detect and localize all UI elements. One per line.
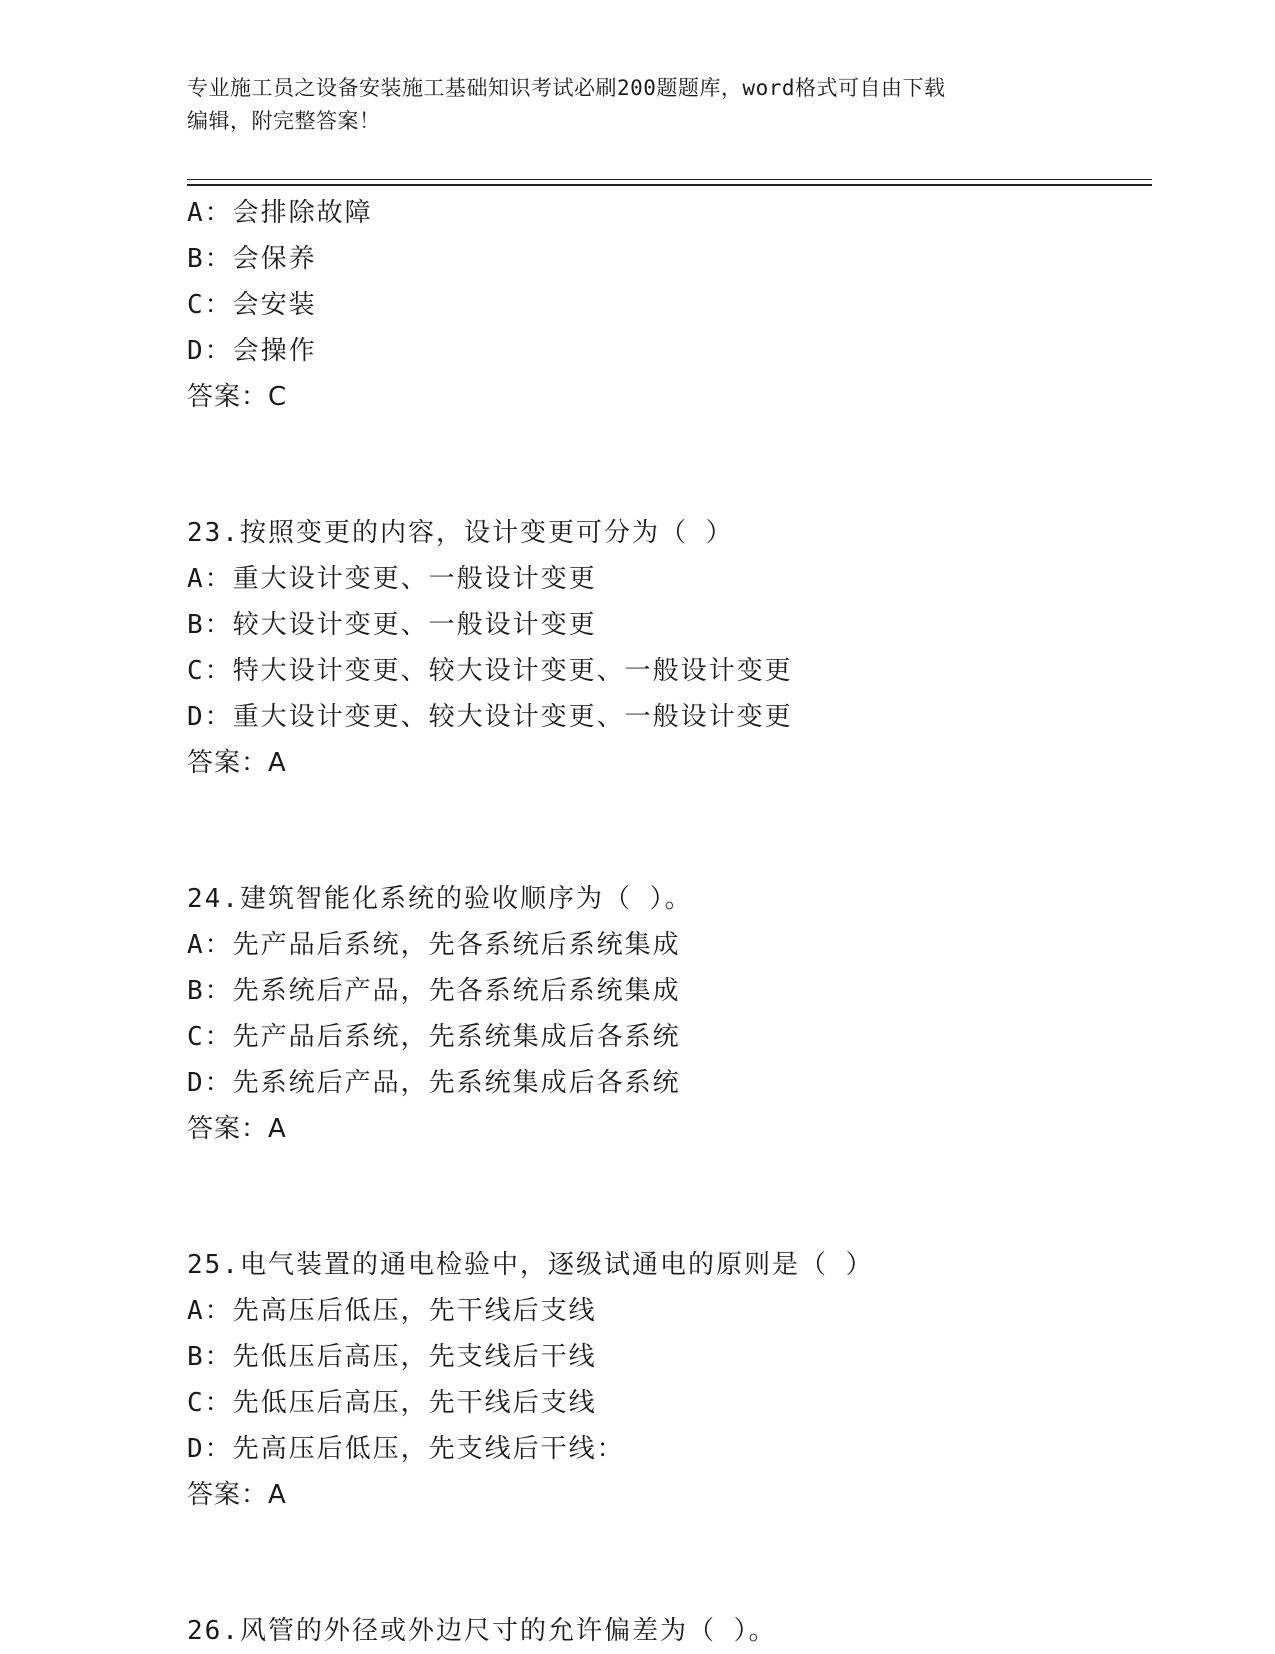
question-block-24 (187, 876, 1147, 1152)
spacer (187, 1152, 1147, 1242)
question-text: 26.风管的外径或外边尺寸的允许偏差为（ ）。 (187, 1616, 777, 1646)
question-block-25 (187, 1242, 1147, 1518)
option-a: A：会排除故障 (187, 198, 373, 228)
option-d: D：会操作 (187, 336, 317, 366)
answer-text: 答案：C (187, 382, 288, 412)
question-text: 24.建筑智能化系统的验收顺序为（ ）。 (187, 884, 693, 914)
question-block-26 (187, 1608, 1147, 1654)
option-d: D：先系统后产品，先系统集成后各系统 (187, 1068, 681, 1098)
question-block-23 (187, 510, 1147, 786)
spacer (187, 1518, 1147, 1608)
option-a: A：先产品后系统，先各系统后系统集成 (187, 930, 681, 960)
header-divider-thin (187, 179, 1152, 180)
document-header (187, 72, 1067, 138)
option-d: D：先高压后低压，先支线后干线： (187, 1434, 625, 1464)
option-b: B：先系统后产品，先各系统后系统集成 (187, 976, 681, 1006)
answer-text: 答案：A (187, 1480, 287, 1510)
option-b: B：较大设计变更、一般设计变更 (187, 610, 597, 640)
answer-text: 答案：A (187, 748, 287, 778)
spacer (187, 420, 1147, 510)
question-block-22 (187, 190, 1147, 420)
header-title-line1: 专业施工员之设备安装施工基础知识考试必刷200题题库，word格式可自由下载 (187, 76, 946, 100)
option-c: C：特大设计变更、较大设计变更、一般设计变更 (187, 656, 793, 686)
header-title-line2: 编辑，附完整答案！ (187, 109, 381, 133)
option-c: C：先低压后高压，先干线后支线 (187, 1388, 597, 1418)
header-divider-thick (187, 184, 1152, 186)
question-list (187, 190, 1147, 1654)
option-a: A：重大设计变更、一般设计变更 (187, 564, 597, 594)
spacer (187, 786, 1147, 876)
option-a: A：先高压后低压，先干线后支线 (187, 1296, 597, 1326)
question-text: 25.电气装置的通电检验中，逐级试通电的原则是（ ） (187, 1250, 874, 1280)
option-c: C：会安装 (187, 290, 317, 320)
option-c: C：先产品后系统，先系统集成后各系统 (187, 1022, 681, 1052)
question-text: 23.按照变更的内容，设计变更可分为（ ） (187, 518, 734, 548)
option-b: B：会保养 (187, 244, 317, 274)
answer-text: 答案：A (187, 1114, 287, 1144)
option-d: D：重大设计变更、较大设计变更、一般设计变更 (187, 702, 793, 732)
option-b: B：先低压后高压，先支线后干线 (187, 1342, 597, 1372)
